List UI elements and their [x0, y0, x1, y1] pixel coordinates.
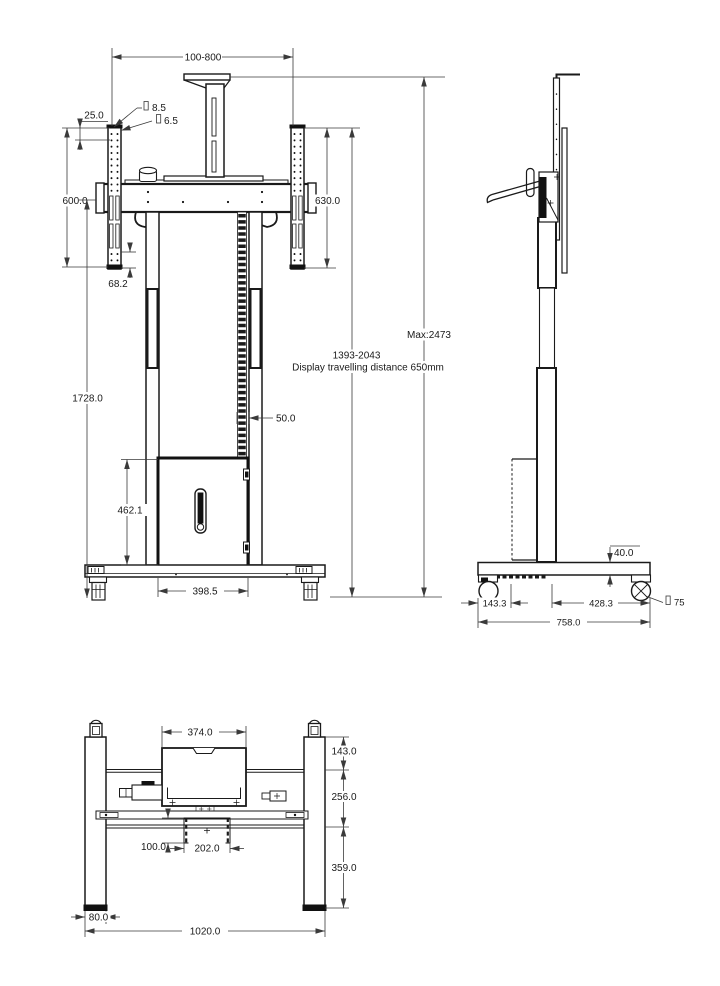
bottom-view [71, 720, 361, 937]
right-column [249, 212, 262, 565]
dim-width-range: 100-800 [184, 52, 222, 64]
front-right-wheel [302, 577, 319, 600]
dim-slot-offset: 68.2 [108, 279, 128, 290]
cabinet-lock [197, 524, 203, 530]
cross-plate [96, 807, 308, 820]
cabinet [158, 458, 250, 566]
dim-bar-depth: 256.0 [331, 792, 357, 803]
dim-column-height: 1728.0 [72, 393, 103, 405]
dim-plate-width: 202.0 [194, 843, 220, 855]
bottom-view-structure [84, 720, 327, 911]
side-view-structure [478, 75, 651, 601]
cabinet-top-view [162, 748, 246, 806]
travel-note: Display travelling distance 650mm [292, 362, 444, 374]
dim-base-thickness: 40.0 [614, 548, 634, 559]
crossbar [103, 184, 309, 212]
dim-leg-to-bar: 143.0 [331, 746, 357, 758]
pole-head-plate [184, 74, 230, 80]
right-vesa-rail [290, 125, 306, 270]
dim-rail-top-offset: 25.0 [84, 110, 104, 122]
front-view [57, 48, 454, 600]
dim-hole-small: 6.5 [164, 116, 178, 127]
pole-plate-top-view [184, 818, 230, 843]
dim-caster-size: 75 [674, 597, 685, 609]
dim-leg-width: 80.0 [88, 912, 109, 924]
handle-hook [487, 195, 493, 203]
side-column-upper [538, 218, 556, 288]
hole-symbol-small [157, 115, 161, 124]
dim-cabinet-height: 462.1 [117, 505, 143, 517]
side-view [461, 75, 685, 629]
handle-clamp-top [120, 781, 163, 800]
dim-height-range: 1393-2043 [332, 350, 381, 362]
dim-bar-to-rear: 359.0 [331, 863, 357, 874]
dim-base-width: 1020.0 [189, 926, 221, 938]
dim-bracket-height: 630.0 [314, 196, 341, 207]
dim-hole-large: 8.5 [152, 103, 166, 114]
dim-rail-height: 600.0 [62, 196, 88, 207]
side-base [478, 563, 650, 576]
hole-symbol-large [144, 102, 148, 111]
mount-bracket [539, 172, 560, 222]
front-view-structure [85, 74, 325, 600]
cable-chain [238, 212, 247, 458]
side-wheel-front [479, 575, 499, 601]
right-hook [261, 212, 277, 227]
dim-cabinet-width: 398.5 [192, 586, 218, 598]
dim-box-width: 374.0 [187, 727, 213, 739]
side-column-lower [537, 368, 556, 562]
caster-symbol [666, 596, 670, 605]
left-vesa-rail [107, 125, 123, 270]
dim-wheel-to-column: 143.3 [482, 598, 507, 610]
display-plate [562, 128, 567, 273]
dim-chain-width: 50.0 [276, 413, 296, 425]
side-cabinet [512, 459, 537, 560]
right-tab [262, 791, 286, 801]
front-left-wheel [90, 577, 107, 600]
dim-column-to-rear: 428.3 [589, 598, 613, 610]
side-column-middle [540, 288, 555, 368]
dim-base-depth: 758.0 [556, 617, 581, 629]
dim-max-height: Max:2473 [407, 330, 451, 341]
dim-plate-depth: 100.0 [140, 842, 166, 853]
front-base [85, 565, 325, 577]
